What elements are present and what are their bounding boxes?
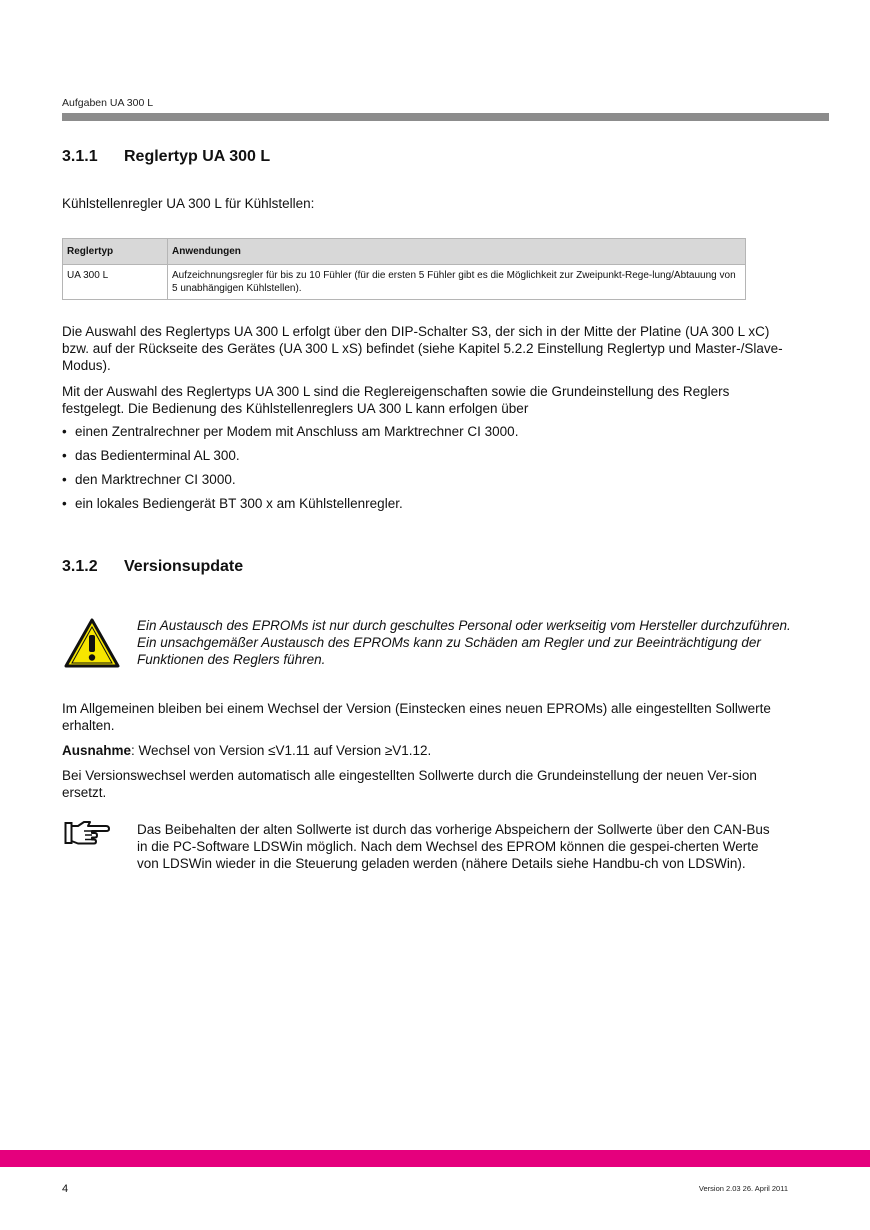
list-item: • den Marktrechner CI 3000. xyxy=(62,471,792,495)
table-row xyxy=(63,265,746,300)
table-cell-type: UA 300 L xyxy=(63,265,168,300)
running-header: Aufgaben UA 300 L xyxy=(62,97,154,109)
list-item: • das Bedienterminal AL 300. xyxy=(62,447,792,471)
section-title: Versionsupdate xyxy=(124,558,244,575)
controller-type-table xyxy=(62,238,746,300)
section-title: Reglertyp UA 300 L xyxy=(124,148,271,165)
section-heading-3-1-1 xyxy=(62,148,270,166)
table-header-row xyxy=(63,239,746,265)
version-info: Version 2.03 26. April 2011 xyxy=(698,1184,788,1193)
warning-triangle-icon xyxy=(64,618,120,668)
paragraph-version-reset: Bei Versionswechsel werden automatisch alle eingestellten Sollwerte durch die Grundeinstellung der neuen Ver-sion ersetzt. xyxy=(62,768,757,800)
list-item: • einen Zentralrechner per Modem mit Anschluss am Marktrechner CI 3000. xyxy=(62,423,792,447)
section-number: 3.1.2 xyxy=(62,558,98,575)
section-heading-3-1-2 xyxy=(62,558,243,576)
paragraph-operation: Mit der Auswahl des Reglertyps UA 300 L sind die Reglereigenschaften sowie die Grundeinstellung des Reglers festgelegt. Die Bedienung des Kühlstellenreglers UA 300 L kann erfolgen über xyxy=(62,384,730,416)
table-header-cell: Anwendungen xyxy=(168,239,746,265)
footer-bar xyxy=(0,1150,870,1167)
pointing-hand-icon xyxy=(64,820,110,846)
operation-options-list xyxy=(62,423,792,519)
table-cell-application: Aufzeichnungsregler für bis zu 10 Fühler (für die ersten 5 Fühler gibt es die Möglichkeit zur Zweipunkt-Rege-lung/Abtauung von 5 unabhängigen Kühlstellen). xyxy=(168,265,746,300)
page-number: 4 xyxy=(62,1183,69,1195)
note-text: Das Beibehalten der alten Sollwerte ist durch das vorherige Abspeichern der Sollwerte über den CAN-Bus in die PC-Software LDSWin möglich. Nach dem Wechsel des EPROM können die gespei-cherten Werte von LDSWin wieder in die Steuerung geladen werden (nähere Details siehe Handbu-ch von LDSWin). xyxy=(137,822,770,871)
exception-label: Ausnahme xyxy=(62,743,132,758)
warning-text: Ein Austausch des EPROMs ist nur durch geschultes Personal oder werkseitig vom Hersteller durchzuführen. Ein unsachgemäßer Austausch des EPROMs kann zu Schäden am Regler und zur Beeinträchtigung der Funktionen des Reglers führen. xyxy=(137,618,791,667)
paragraph-version-change: Im Allgemeinen bleiben bei einem Wechsel der Version (Einstecken eines neuen EPROMs) alle eingestellten Sollwerte erhalten. xyxy=(62,701,771,733)
section-number: 3.1.1 xyxy=(62,148,98,165)
header-rule xyxy=(62,113,829,121)
paragraph-exception xyxy=(62,742,792,759)
section-intro: Kühlstellenregler UA 300 L für Kühlstellen: xyxy=(62,196,315,211)
paragraph-dip-switch: Die Auswahl des Reglertyps UA 300 L erfolgt über den DIP-Schalter S3, der sich in der Mitte der Platine (UA 300 L xC) bzw. auf der Rückseite des Gerätes (UA 300 L xS) befindet (siehe Kapitel 5.2.2 Einstellung Reglertyp und Master-/Slave-Modus). xyxy=(62,324,783,373)
table-header-cell: Reglertyp xyxy=(63,239,168,265)
exception-text: : Wechsel von Version ≤V1.11 auf Version ≥V1.12. xyxy=(131,743,432,758)
list-item: • ein lokales Bediengerät BT 300 x am Kühlstellenregler. xyxy=(62,495,792,519)
